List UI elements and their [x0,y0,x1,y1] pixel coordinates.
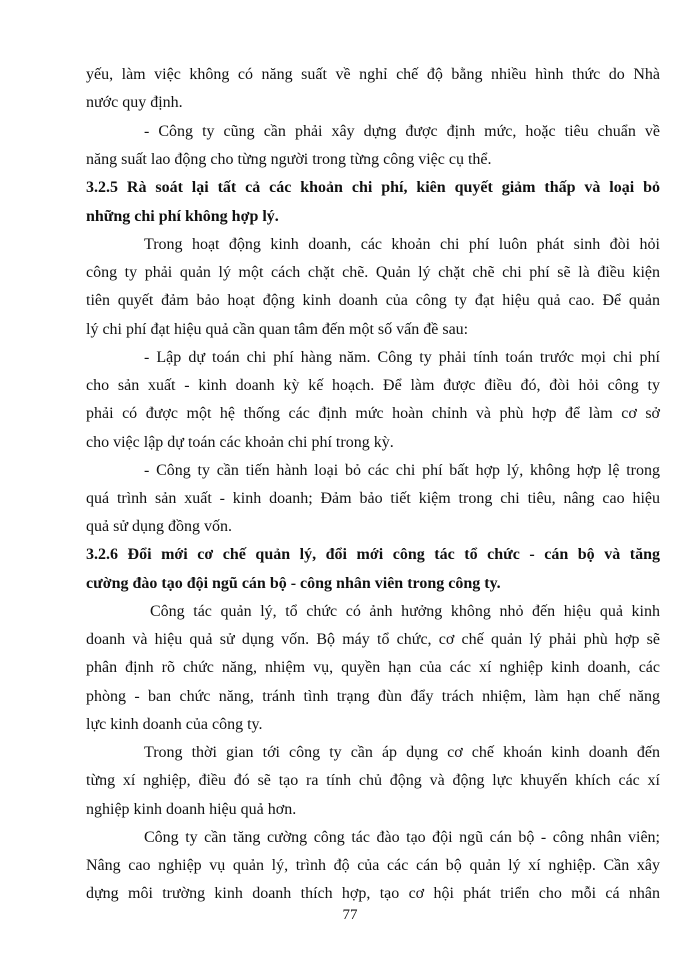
text-line: - Công ty cần tiến hành loại bỏ các chi phí bất hợp lý, không hợp lệ trong [144,462,660,479]
text-line: quá trình sản xuất - kinh doanh; Đảm bảo tiết kiệm trong chi tiêu, nâng cao hiệu [86,490,660,507]
text-line: nghiệp kinh doanh hiệu quả hơn. [86,801,297,818]
text-line: yếu, làm việc không có năng suất về nghỉ chế độ bằng nhiều hình thức do Nhà [86,66,660,83]
section-heading-3-2-6-cont: cường đào tạo đội ngũ cán bộ - công nhân viên trong công ty. [86,575,501,592]
text-line: lý chi phí đạt hiệu quả cần quan tâm đến một số vấn đề sau: [86,321,469,338]
text-line: doanh và hiệu quả sử dụng vốn. Bộ máy tổ chức, cơ chế quản lý phải phù hợp sẽ [86,631,660,648]
text-line: từng xí nghiệp, điều đó sẽ tạo ra tính chủ động và động lực khuyến khích các xí [86,772,660,789]
text-line: lực kinh doanh của công ty. [86,716,263,733]
text-line: Trong thời gian tới công ty cần áp dụng cơ chế khoán kinh doanh đến [144,744,660,761]
text-line: Công tác quản lý, tổ chức có ảnh hưởng không nhỏ đến hiệu quả kinh [150,603,660,620]
text-line: tiên quyết đảm bảo hoạt động kinh doanh của công ty đạt hiệu quả cao. Để quản [86,292,660,309]
text-line: - Lập dự toán chi phí hàng năm. Công ty phải tính toán trước mọi chi phí [144,349,660,366]
text-line: phòng - ban chức năng, tránh tình trạng đùn đẩy trách nhiệm, làm hạn chế năng [86,688,660,705]
text-line: năng suất lao động cho từng người trong từng công việc cụ thể. [86,151,492,168]
section-heading-3-2-5-cont: những chi phí không hợp lý. [86,208,279,225]
text-line: cho sản xuất - kinh doanh kỳ kế hoạch. Để làm được điều đó, đòi hỏi công ty [86,377,660,394]
text-line: - Công ty cũng cần phải xây dựng được định mức, hoặc tiêu chuẩn về [144,123,660,140]
text-line: công ty phải quản lý một cách chặt chẽ. Quản lý chặt chẽ chi phí sẽ là điều kiện [86,264,660,281]
text-line: cho việc lập dự toán các khoản chi phí trong kỳ. [86,434,394,451]
text-line: Nâng cao nghiệp vụ quản lý, trình độ của các cán bộ quản lý xí nghiệp. Cần xây [86,857,660,874]
text-line: Trong hoạt động kinh doanh, các khoản chi phí luôn phát sinh đòi hỏi [144,236,660,253]
text-line: nước quy định. [86,94,183,111]
section-heading-3-2-5: 3.2.5 Rà soát lại tất cả các khoản chi phí, kiên quyết giảm thấp và loại bỏ [86,179,660,196]
text-line: dựng môi trường kinh doanh thích hợp, tạo cơ hội phát triển cho mỗi cá nhân [86,885,660,902]
section-heading-3-2-6: 3.2.6 Đổi mới cơ chế quản lý, đổi mới công tác tổ chức - cán bộ và tăng [86,546,660,563]
page-number: 77 [342,907,358,923]
text-line: phân định rõ chức năng, nhiệm vụ, quyền hạn của các xí nghiệp kinh doanh, các [86,659,660,676]
text-line: Công ty cần tăng cường công tác đào tạo đội ngũ cán bộ - công nhân viên; [144,829,660,846]
text-line: phải có được một hệ thống các định mức hoàn chỉnh và phù hợp để làm cơ sở [86,405,660,422]
text-line: quả sử dụng đồng vốn. [86,518,232,535]
